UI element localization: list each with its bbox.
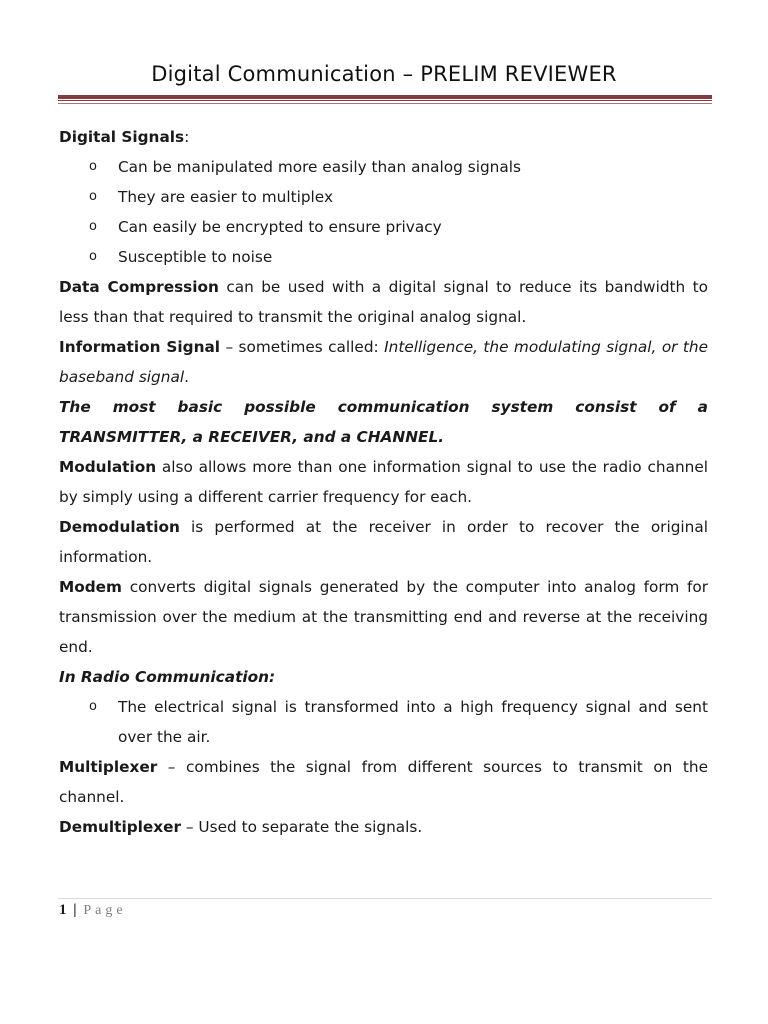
list-item <box>59 182 708 212</box>
definition: – combines the signal from different sources to transmit on the channel. <box>59 758 708 806</box>
digital-signals-heading <box>59 122 708 152</box>
document-body <box>59 122 708 842</box>
term: Modem <box>59 578 122 596</box>
definition: can be used with a digital signal to reduce its bandwidth to less than that required to transmit the original analog signal. <box>59 278 708 326</box>
section-heading: Digital Signals <box>59 128 185 146</box>
list-item <box>59 152 708 182</box>
list-item <box>59 212 708 242</box>
definition: is performed at the receiver in order to recover the original information. <box>59 518 708 566</box>
emphasis-text: The most basic possible communication system consist of a TRANSMITTER, a RECEIVER, and a CHANNEL. <box>59 398 708 446</box>
term: Multiplexer <box>59 758 158 776</box>
list-item-text: Susceptible to noise <box>118 248 273 266</box>
digital-signals-list <box>59 152 708 272</box>
radio-heading <box>59 662 708 692</box>
modem-paragraph <box>59 572 708 662</box>
page-number: 1 <box>59 902 67 918</box>
term: Data Compression <box>59 278 219 296</box>
bullet-icon: o <box>89 219 97 234</box>
demodulation-paragraph <box>59 512 708 572</box>
bullet-icon: o <box>89 699 97 714</box>
list-item-text: Can easily be encrypted to ensure privacy <box>118 218 442 236</box>
list-item <box>59 242 708 272</box>
page-label: Page <box>83 903 127 918</box>
demultiplexer-paragraph <box>59 812 708 842</box>
list-item-text: The electrical signal is transformed into a high frequency signal and sent over the air. <box>118 698 708 746</box>
definition: also allows more than one information signal to use the radio channel by simply using a different carrier frequency for each. <box>59 458 708 506</box>
bullet-icon: o <box>89 159 97 174</box>
footer-separator: | <box>73 902 77 918</box>
term: Demultiplexer <box>59 818 182 836</box>
definition: – Used to separate the signals. <box>181 818 423 836</box>
heading-colon: : <box>184 128 190 146</box>
data-compression-paragraph <box>59 272 708 332</box>
page-title: Digital Communication – PRELIM REVIEWER <box>151 62 617 86</box>
term: Demodulation <box>59 518 180 536</box>
definition: converts digital signals generated by the computer into analog form for transmission over the medium at the transmitting end and reverse at the receiving end. <box>59 578 708 656</box>
definition-italic: Intelligence, the modulating signal, or the baseband signal <box>59 338 708 386</box>
list-item-text: Can be manipulated more easily than analog signals <box>118 158 521 176</box>
list-item-text: They are easier to multiplex <box>118 188 334 206</box>
modulation-paragraph <box>59 452 708 512</box>
multiplexer-paragraph <box>59 752 708 812</box>
section-heading: In Radio Communication: <box>59 668 276 686</box>
bullet-icon: o <box>89 249 97 264</box>
term: Information Signal <box>59 338 221 356</box>
list-item <box>59 692 708 752</box>
term: Modulation <box>59 458 157 476</box>
header-rule <box>58 95 712 99</box>
header-rule-thin <box>58 100 712 101</box>
radio-list <box>59 692 708 752</box>
footer-rule <box>58 898 712 899</box>
bullet-icon: o <box>89 189 97 204</box>
definition: – sometimes called: <box>220 338 385 356</box>
period: . <box>184 368 189 386</box>
information-signal-paragraph <box>59 332 708 392</box>
header-rule-bottom <box>58 103 712 104</box>
page-footer <box>59 902 127 919</box>
basic-system-paragraph <box>59 392 708 452</box>
